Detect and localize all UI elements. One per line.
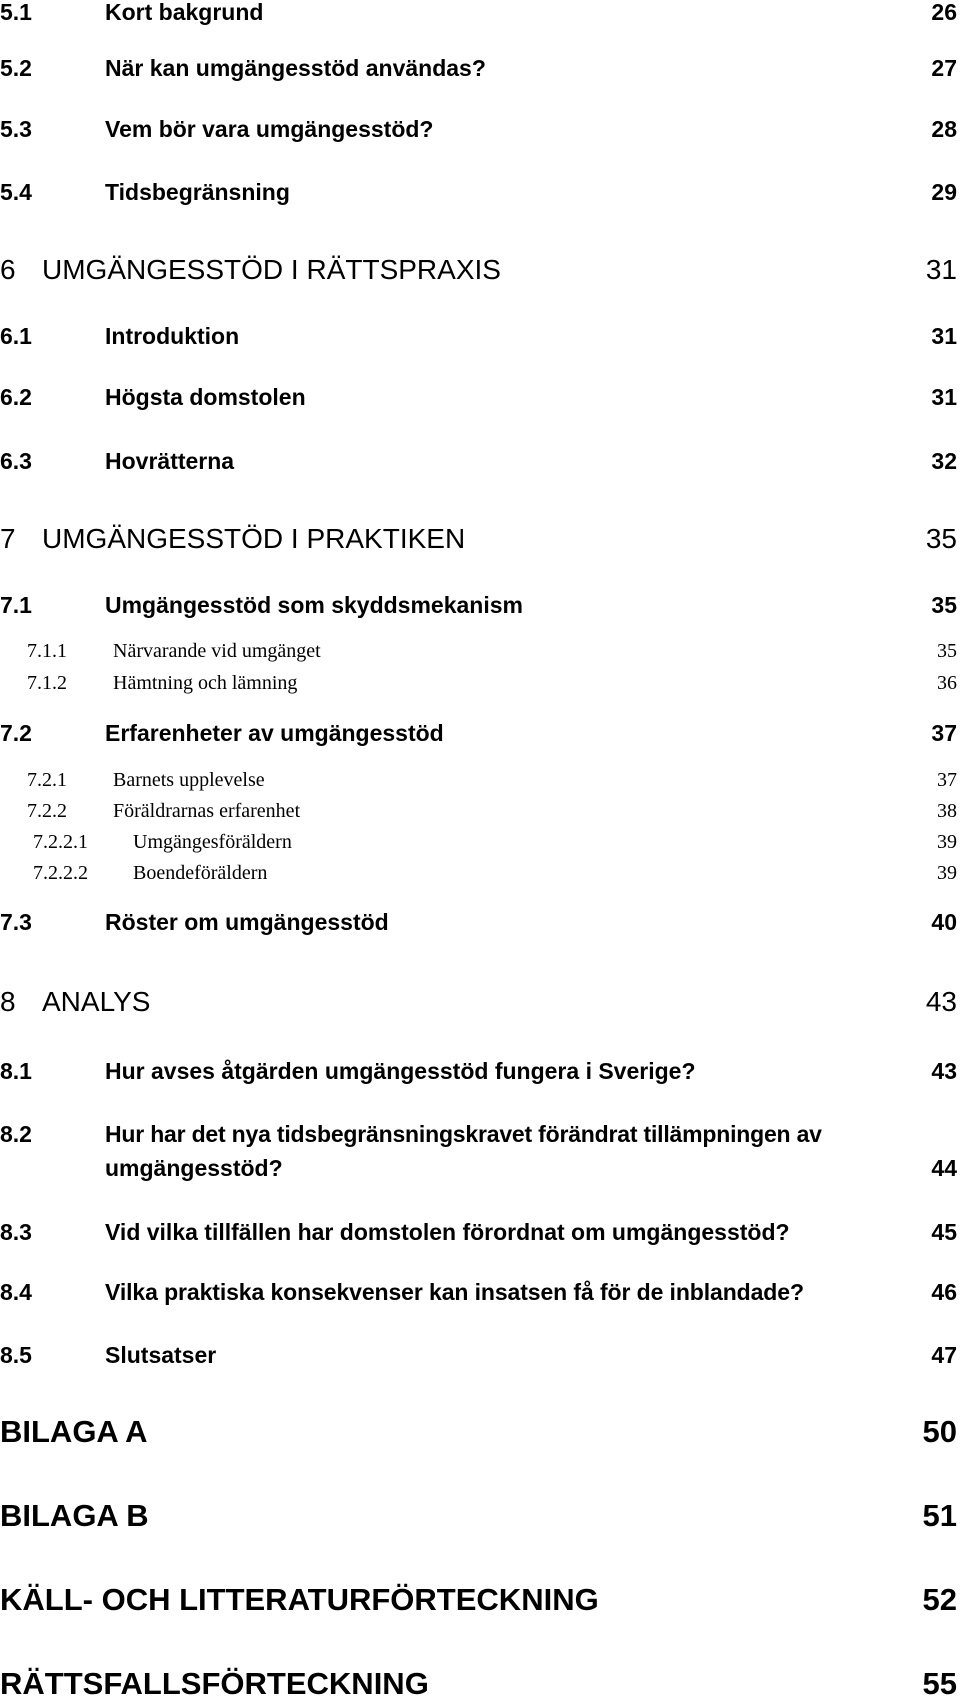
toc-number: 7.2	[0, 720, 32, 746]
toc-page: 26	[931, 0, 957, 25]
toc-title: Umgängesföräldern	[133, 831, 292, 853]
toc-page: 39	[937, 831, 957, 853]
toc-title: KÄLL- OCH LITTERATURFÖRTECKNING	[0, 1582, 599, 1617]
toc-number: 5.4	[0, 179, 32, 205]
toc-page: 39	[937, 862, 957, 884]
toc-title: Hämtning och lämning	[113, 672, 298, 694]
toc-title: Barnets upplevelse	[113, 769, 265, 791]
toc-page: 28	[931, 116, 957, 142]
toc-title: RÄTTSFALLSFÖRTECKNING	[0, 1666, 429, 1701]
toc-page: 46	[931, 1279, 957, 1305]
toc-number: 7.2.1	[27, 769, 67, 791]
toc-title: Hovrätterna	[105, 448, 235, 474]
toc-title: Hur har det nya tidsbegränsningskravet förändrat tillämpningen av	[105, 1121, 822, 1147]
toc-number: 8	[0, 986, 16, 1017]
toc-number: 8.1	[0, 1058, 32, 1084]
toc-title: Kort bakgrund	[105, 0, 264, 25]
toc-number: 5.1	[0, 0, 32, 25]
toc-page: 32	[931, 448, 957, 474]
toc-page: 36	[937, 672, 957, 694]
toc-number: 6	[0, 254, 16, 285]
toc-title: Boendeföräldern	[133, 862, 268, 884]
toc-page: 51	[922, 1498, 957, 1533]
toc-title: Hur avses åtgärden umgängesstöd fungera i Sverige?	[105, 1058, 696, 1084]
toc-number: 6.2	[0, 384, 32, 410]
toc-title: Röster om umgängesstöd	[105, 909, 389, 935]
toc-page: 52	[922, 1582, 957, 1617]
toc-number: 8.5	[0, 1342, 32, 1368]
toc-page: 31	[931, 384, 957, 410]
toc-number: 6.3	[0, 448, 32, 474]
toc-title: Tidsbegränsning	[105, 179, 290, 205]
toc-title-continued: umgängesstöd?	[105, 1155, 283, 1181]
toc-title: Erfarenheter av umgängesstöd	[105, 720, 444, 746]
toc-number: 6.1	[0, 323, 32, 349]
toc-page: 50	[922, 1414, 957, 1449]
toc-page: 35	[925, 523, 957, 554]
toc-page: 55	[922, 1666, 957, 1701]
toc-title: Närvarande vid umgänget	[113, 640, 321, 662]
toc-page: 31	[925, 254, 957, 285]
toc-title: BILAGA A	[0, 1414, 148, 1449]
toc-number: 5.3	[0, 116, 32, 142]
toc-page: 43	[931, 1058, 957, 1084]
toc-page: 29	[931, 179, 957, 205]
toc-title: Slutsatser	[105, 1342, 217, 1368]
toc-title: Högsta domstolen	[105, 384, 306, 410]
toc-number: 7.2.2.2	[33, 862, 88, 884]
toc-number: 8.4	[0, 1279, 32, 1305]
toc-page: 31	[931, 323, 957, 349]
toc-page: 47	[931, 1342, 957, 1368]
toc-title: Vem bör vara umgängesstöd?	[105, 116, 434, 142]
toc-number: 8.2	[0, 1121, 32, 1147]
toc-number: 7.2.2.1	[33, 831, 88, 853]
toc-title: ANALYS	[42, 986, 151, 1017]
toc-page: 45	[931, 1219, 957, 1245]
toc-title: Föräldrarnas erfarenhet	[113, 800, 301, 822]
toc-page: 43	[925, 986, 957, 1017]
toc-page: 27	[931, 55, 957, 81]
toc-page: 35	[937, 640, 957, 662]
toc-page: 37	[937, 769, 957, 791]
toc-title: UMGÄNGESSTÖD I RÄTTSPRAXIS	[42, 254, 501, 285]
toc-page: 44	[931, 1155, 957, 1181]
toc-number: 5.2	[0, 55, 32, 81]
toc-number: 7.1.2	[27, 672, 67, 694]
toc-number: 7.2.2	[27, 800, 67, 822]
toc-number: 8.3	[0, 1219, 32, 1245]
toc-title: BILAGA B	[0, 1498, 149, 1533]
toc-number: 7.1.1	[27, 640, 67, 662]
toc-title: Umgängesstöd som skyddsmekanism	[105, 592, 523, 618]
toc-title: UMGÄNGESSTÖD I PRAKTIKEN	[42, 523, 466, 554]
toc-title: Introduktion	[105, 323, 240, 349]
toc-title: Vid vilka tillfällen har domstolen förordnat om umgängesstöd?	[105, 1219, 790, 1245]
toc-page: 40	[931, 909, 957, 935]
toc-page: 37	[931, 720, 957, 746]
toc-number: 7.1	[0, 592, 32, 618]
toc-page: 38	[937, 800, 957, 822]
toc-number: 7	[0, 523, 16, 554]
toc-title: När kan umgängesstöd användas?	[105, 55, 486, 81]
toc-number: 7.3	[0, 909, 32, 935]
toc-page: 35	[931, 592, 957, 618]
toc-title: Vilka praktiska konsekvenser kan insatsen få för de inblandade?	[105, 1279, 804, 1305]
